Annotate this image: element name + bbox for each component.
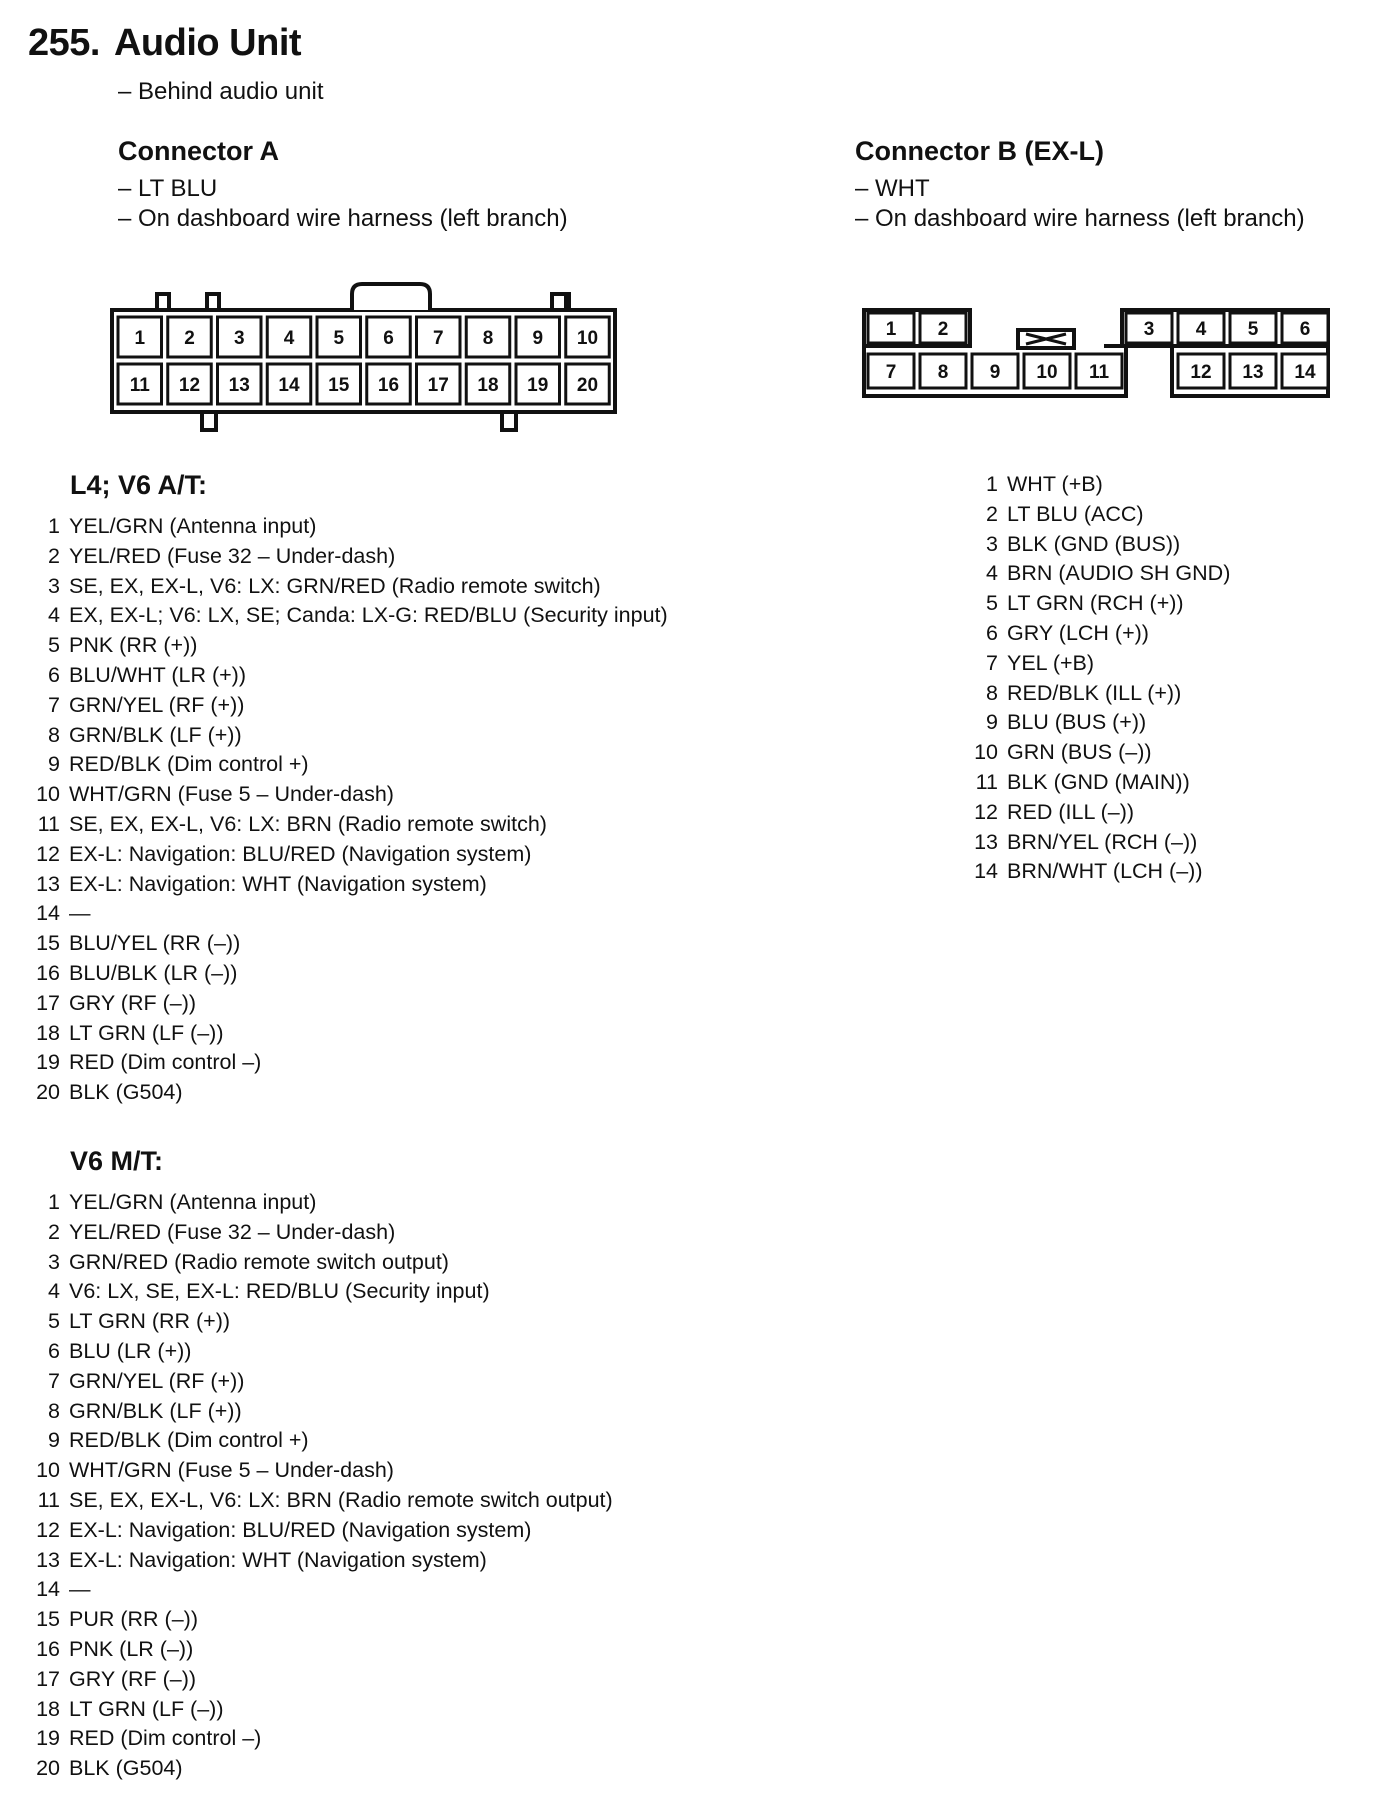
- pin-cell-label: 19: [527, 375, 549, 396]
- pin-description: GRN (BUS (–)): [1007, 740, 1152, 765]
- pin-description: GRN/BLK (LF (+)): [69, 1398, 242, 1423]
- section-mt-heading: V6 M/T:: [70, 1146, 164, 1176]
- pin-description: LT GRN (RCH (+)): [1007, 591, 1184, 616]
- pin-row: [28, 1697, 613, 1727]
- pin-description: RED/BLK (Dim control +): [69, 752, 309, 777]
- pin-number: 5: [986, 591, 998, 616]
- pin-description: LT GRN (LF (–)): [69, 1020, 224, 1045]
- pin-row: [28, 1518, 613, 1548]
- pin-description: GRN/YEL (RF (+)): [69, 1368, 245, 1393]
- pin-description: V6: LX, SE, EX-L: RED/BLU (Security input): [69, 1279, 490, 1304]
- pin-number: 3: [986, 531, 998, 556]
- pin-row: [966, 710, 1230, 740]
- pin-number: 7: [48, 692, 60, 717]
- pin-number: 8: [48, 1398, 60, 1423]
- pin-description: LT GRN (LF (–)): [69, 1696, 224, 1721]
- pin-number: 11: [975, 769, 998, 794]
- pin-row: [28, 603, 668, 633]
- unit-location: – Behind audio unit: [118, 78, 324, 105]
- pin-number: 1: [986, 472, 998, 496]
- pin-cell-label: 7: [885, 362, 897, 383]
- pin-description: RED/BLK (ILL (+)): [1007, 680, 1182, 705]
- pin-number: 9: [48, 1428, 60, 1453]
- pin-number: 2: [48, 543, 60, 568]
- pin-description: LT GRN (RR (+)): [69, 1309, 231, 1334]
- pin-description: BRN/YEL (RCH (–)): [1007, 829, 1198, 854]
- section-title: Audio Unit: [113, 22, 302, 64]
- pin-row: [966, 591, 1230, 621]
- pin-cell-label: 9: [532, 328, 544, 349]
- pin-description: BLK (GND (BUS)): [1007, 531, 1181, 556]
- connector-b-diagram: [860, 300, 1340, 410]
- pin-number: 6: [48, 662, 60, 687]
- pin-row: [28, 1399, 613, 1429]
- pin-description: RED (Dim control –): [69, 1050, 262, 1075]
- pin-row: [28, 1548, 613, 1578]
- connector-b-cells: [868, 313, 1328, 388]
- connector-a-location: – On dashboard wire harness (left branch): [118, 205, 568, 232]
- pin-number: 18: [36, 1020, 60, 1045]
- connector-b-location: – On dashboard wire harness (left branch): [855, 205, 1305, 232]
- pin-number: 10: [974, 740, 998, 765]
- pin-description: BLU (BUS (+)): [1007, 710, 1147, 735]
- pin-number: 13: [36, 1547, 60, 1572]
- pin-number: 6: [48, 1338, 60, 1363]
- pin-number: 6: [986, 620, 998, 645]
- pin-cell-label: 10: [1036, 362, 1058, 383]
- pin-row: [28, 1339, 613, 1369]
- pin-number: 10: [36, 782, 60, 807]
- pin-cell-label: 12: [1190, 362, 1212, 383]
- pin-cell-label: 8: [937, 362, 949, 383]
- pin-description: WHT (+B): [1007, 472, 1103, 496]
- pin-description: RED (Dim control –): [69, 1726, 262, 1751]
- pin-number: 18: [36, 1696, 60, 1721]
- pin-number: 2: [48, 1219, 60, 1244]
- pin-cell-label: 3: [1143, 319, 1155, 340]
- pin-description: BRN/WHT (LCH (–)): [1007, 859, 1203, 884]
- connector-a-title: Connector A: [118, 136, 279, 166]
- pin-description: BLU (LR (+)): [69, 1338, 192, 1363]
- pin-number: 12: [974, 799, 998, 824]
- pin-row: [28, 1050, 668, 1080]
- pin-cell-label: 14: [278, 375, 300, 396]
- pin-description: WHT/GRN (Fuse 5 – Under-dash): [69, 1458, 394, 1483]
- pin-number: 5: [48, 1309, 60, 1334]
- pin-number: 14: [36, 901, 60, 926]
- pin-row: [28, 723, 668, 753]
- pin-row: [28, 1309, 613, 1339]
- pin-row: [28, 961, 668, 991]
- pin-cell-label: 8: [482, 328, 494, 349]
- pin-row: [28, 901, 668, 931]
- pin-row: [28, 544, 668, 574]
- pin-description: SE, EX, EX-L, V6: LX: BRN (Radio remote switch): [69, 811, 547, 836]
- connector-b-title: Connector B (EX-L): [855, 136, 1104, 166]
- pin-number: 9: [986, 710, 998, 735]
- pin-row: [966, 472, 1230, 502]
- pin-row: [28, 574, 668, 604]
- pin-cell-label: 2: [937, 319, 949, 340]
- pin-cell-label: 15: [328, 375, 350, 396]
- pin-description: EX, EX-L; V6: LX, SE; Canda: LX-G: RED/BLU (Security input): [69, 603, 668, 628]
- pin-number: 16: [36, 960, 60, 985]
- pin-description: YEL/GRN (Antenna input): [69, 1190, 317, 1214]
- pin-cell-label: 11: [129, 375, 150, 396]
- connector-a-diagram: [100, 270, 630, 440]
- pin-row: [966, 621, 1230, 651]
- pin-row: [28, 693, 668, 723]
- pin-row: [28, 1190, 613, 1220]
- pin-description: YEL/GRN (Antenna input): [69, 514, 317, 538]
- pin-description: BLU/YEL (RR (–)): [69, 931, 241, 956]
- pin-row: [966, 681, 1230, 711]
- pin-row: [966, 532, 1230, 562]
- pin-cell-label: 1: [134, 328, 146, 349]
- pin-number: 3: [48, 573, 60, 598]
- pin-description: BRN (AUDIO SH GND): [1007, 561, 1231, 586]
- pin-number: 16: [36, 1636, 60, 1661]
- pin-number: 2: [986, 501, 998, 526]
- pin-description: GRY (RF (–)): [69, 1666, 197, 1691]
- pin-row: [28, 1428, 613, 1458]
- pin-row: [28, 1637, 613, 1667]
- pin-cell-label: 4: [1195, 319, 1207, 340]
- pin-number: 1: [48, 1190, 60, 1214]
- section-mt-pin-list: [28, 1190, 613, 1786]
- pin-number: 12: [36, 1517, 60, 1542]
- pin-description: RED/BLK (Dim control +): [69, 1428, 309, 1453]
- pin-description: SE, EX, EX-L, V6: LX: BRN (Radio remote switch output): [69, 1487, 613, 1512]
- pin-cell-label: 4: [283, 328, 295, 349]
- pin-row: [28, 514, 668, 544]
- page-title: [28, 22, 301, 65]
- pin-cell-label: 2: [184, 328, 195, 349]
- connector-b-color: – WHT: [855, 175, 930, 202]
- pin-number: 7: [48, 1368, 60, 1393]
- pin-description: GRY (LCH (+)): [1007, 620, 1149, 645]
- pin-number: 8: [48, 722, 60, 747]
- pin-row: [28, 812, 668, 842]
- pin-number: 19: [36, 1726, 60, 1751]
- pin-description: YEL/RED (Fuse 32 – Under-dash): [69, 1219, 396, 1244]
- pin-description: —: [69, 1577, 91, 1602]
- pin-cell-label: 6: [383, 328, 394, 349]
- pin-row: [966, 770, 1230, 800]
- pin-cell-label: 14: [1294, 362, 1316, 383]
- pin-cell-label: 18: [477, 375, 499, 396]
- pin-row: [28, 872, 668, 902]
- pin-description: GRN/BLK (LF (+)): [69, 722, 242, 747]
- pin-description: SE, EX, EX-L, V6: LX: GRN/RED (Radio remote switch): [69, 573, 601, 598]
- pin-description: PNK (RR (+)): [69, 633, 198, 658]
- pin-row: [28, 1220, 613, 1250]
- pin-number: 20: [36, 1756, 60, 1781]
- pin-row: [28, 991, 668, 1021]
- pin-number: 7: [986, 650, 998, 675]
- pin-number: 4: [986, 561, 998, 586]
- pin-cell-label: 9: [989, 362, 1001, 383]
- pin-number: 8: [986, 680, 998, 705]
- pin-row: [28, 752, 668, 782]
- section-at-pin-list: [28, 514, 668, 1110]
- pin-row: [28, 1577, 613, 1607]
- connector-a-color: – LT BLU: [118, 175, 218, 202]
- pin-cell-label: 20: [576, 375, 599, 396]
- pin-cell-label: 5: [333, 328, 345, 349]
- pin-row: [28, 1279, 613, 1309]
- pin-row: [28, 1080, 668, 1110]
- pin-row: [28, 1607, 613, 1637]
- pin-description: BLU/BLK (LR (–)): [69, 960, 238, 985]
- pin-number: 13: [36, 871, 60, 896]
- pin-row: [28, 633, 668, 663]
- pin-row: [966, 859, 1230, 889]
- pin-description: BLU/WHT (LR (+)): [69, 662, 246, 687]
- pin-number: 15: [36, 931, 60, 956]
- pin-number: 12: [36, 841, 60, 866]
- pin-cell-label: 12: [178, 375, 201, 396]
- pin-number: 15: [36, 1607, 60, 1632]
- pin-number: 11: [37, 811, 60, 836]
- pin-cell-label: 10: [576, 328, 599, 349]
- pin-row: [966, 830, 1230, 860]
- pin-number: 20: [36, 1080, 60, 1105]
- pin-description: WHT/GRN (Fuse 5 – Under-dash): [69, 782, 394, 807]
- pin-number: 11: [37, 1487, 60, 1512]
- pin-description: YEL/RED (Fuse 32 – Under-dash): [69, 543, 396, 568]
- pin-row: [28, 1250, 613, 1280]
- pin-description: BLK (G504): [69, 1756, 183, 1781]
- section-at-heading: L4; V6 A/T:: [70, 470, 208, 500]
- pin-row: [28, 1369, 613, 1399]
- pin-description: GRY (RF (–)): [69, 990, 197, 1015]
- pin-number: 4: [48, 603, 60, 628]
- pin-description: EX-L: Navigation: BLU/RED (Navigation system): [69, 841, 532, 866]
- pin-description: LT BLU (ACC): [1007, 501, 1144, 526]
- pin-description: EX-L: Navigation: WHT (Navigation system): [69, 871, 487, 896]
- section-number: 255.: [28, 22, 100, 64]
- pin-description: EX-L: Navigation: WHT (Navigation system): [69, 1547, 487, 1572]
- pin-number: 5: [48, 633, 60, 658]
- pin-cell-label: 16: [377, 375, 400, 396]
- pin-row: [28, 931, 668, 961]
- pin-row: [28, 1667, 613, 1697]
- pin-cell-label: 11: [1088, 362, 1110, 383]
- pin-number: 14: [36, 1577, 60, 1602]
- pin-row: [28, 1458, 613, 1488]
- pin-row: [28, 663, 668, 693]
- pin-row: [28, 842, 668, 872]
- pin-cell-label: 3: [233, 328, 245, 349]
- pin-number: 14: [974, 859, 998, 884]
- pin-row: [28, 1756, 613, 1786]
- pin-cell-label: 17: [427, 375, 449, 396]
- pin-row: [28, 1726, 613, 1756]
- pin-description: RED (ILL (–)): [1007, 799, 1135, 824]
- pin-number: 1: [48, 514, 60, 538]
- pin-cell-label: 13: [1242, 362, 1264, 383]
- pin-description: YEL (+B): [1007, 650, 1095, 675]
- pin-cell-label: 13: [228, 375, 250, 396]
- pin-description: PNK (LR (–)): [69, 1636, 194, 1661]
- pin-description: GRN/RED (Radio remote switch output): [69, 1249, 449, 1274]
- pin-row: [966, 561, 1230, 591]
- pin-description: EX-L: Navigation: BLU/RED (Navigation system): [69, 1517, 532, 1542]
- pin-number: 13: [974, 829, 998, 854]
- pin-description: BLK (G504): [69, 1080, 183, 1105]
- pin-row: [28, 1488, 613, 1518]
- pin-cell-label: 6: [1299, 319, 1311, 340]
- pin-number: 3: [48, 1249, 60, 1274]
- pin-cell-label: 7: [432, 328, 444, 349]
- pin-number: 17: [36, 990, 60, 1015]
- pin-description: BLK (GND (MAIN)): [1007, 769, 1190, 794]
- pin-row: [966, 651, 1230, 681]
- pin-cell-label: 1: [885, 319, 897, 340]
- pin-row: [966, 740, 1230, 770]
- pin-number: 19: [36, 1050, 60, 1075]
- pin-number: 17: [36, 1666, 60, 1691]
- pin-cell-label: 5: [1247, 319, 1259, 340]
- pin-number: 10: [36, 1458, 60, 1483]
- pin-row: [28, 782, 668, 812]
- pin-row: [28, 1021, 668, 1051]
- pin-description: PUR (RR (–)): [69, 1607, 198, 1632]
- pin-description: GRN/YEL (RF (+)): [69, 692, 245, 717]
- pin-description: —: [69, 901, 91, 926]
- pin-row: [966, 800, 1230, 830]
- pin-row: [966, 502, 1230, 532]
- connector-b-pin-list: [966, 472, 1230, 889]
- pin-number: 4: [48, 1279, 60, 1304]
- pin-number: 9: [48, 752, 60, 777]
